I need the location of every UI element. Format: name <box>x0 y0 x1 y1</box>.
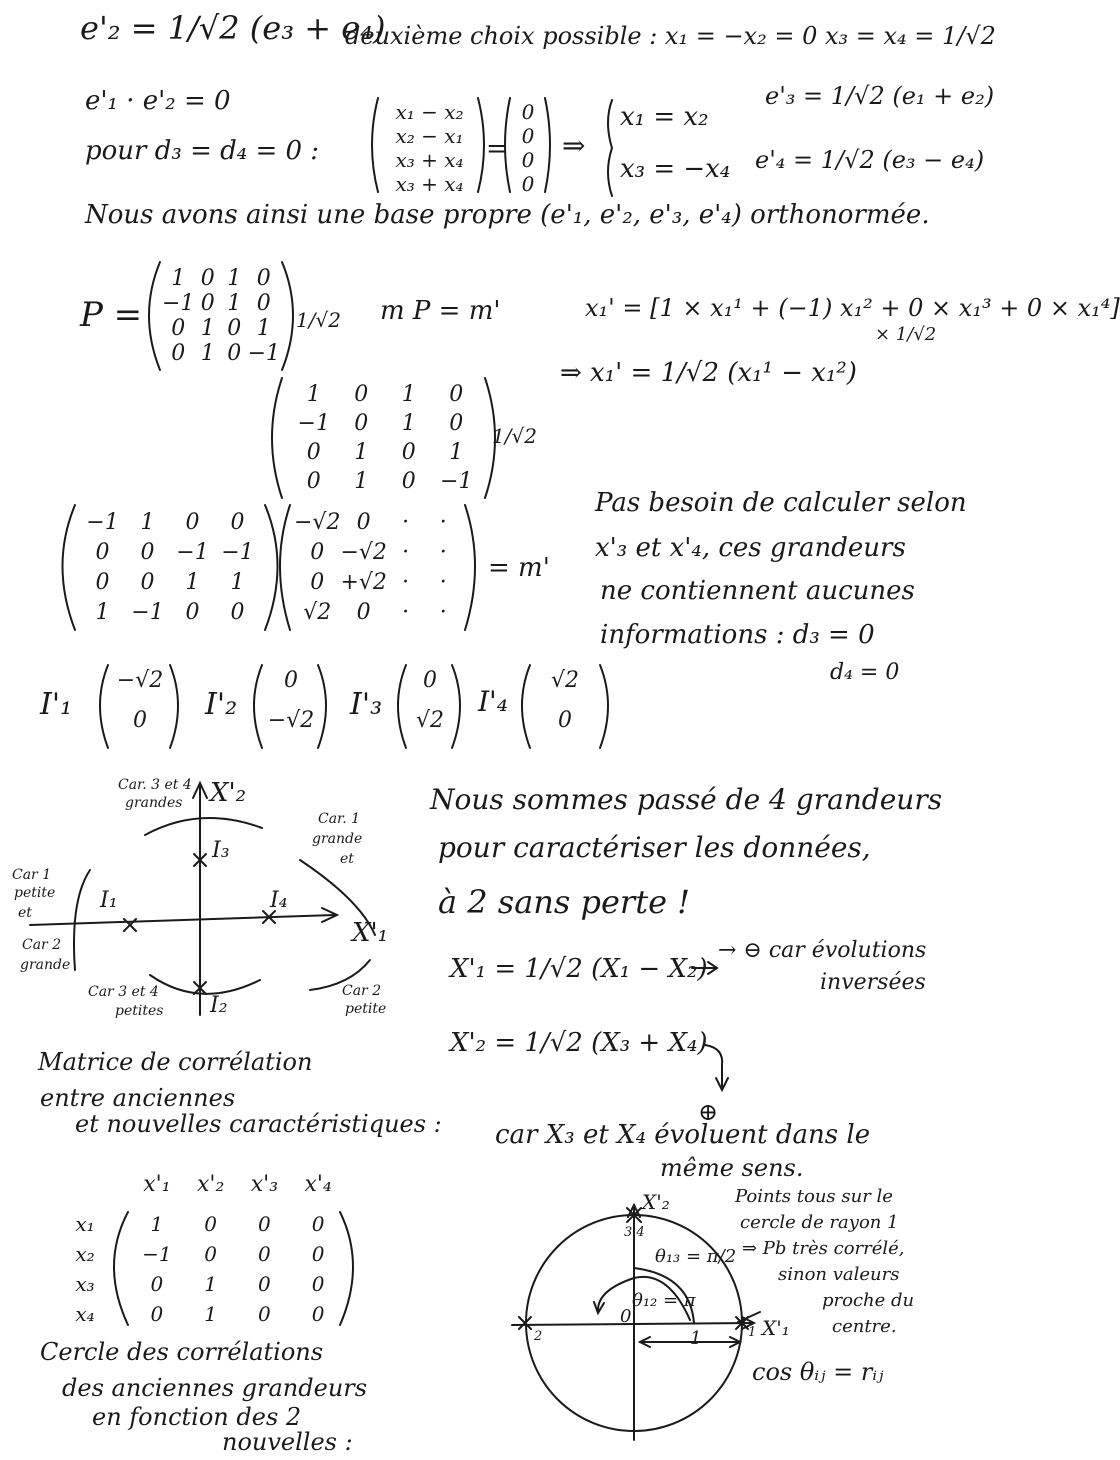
bracket <box>254 665 262 748</box>
cercle-line-1: Cercle des corrélations <box>40 1338 324 1366</box>
i2-label: I'₂ <box>205 687 238 722</box>
p-matrix: 1 0 1 0 −1 0 1 0 0 1 0 1 0 1 0 −1 <box>162 266 280 366</box>
x1-new-def: X'₁ = 1/√2 (X₁ − X₂) <box>450 954 708 984</box>
theta-12: θ₁₂ = π <box>632 1290 696 1311</box>
cercle-line-3: en fonction des 2 <box>92 1403 302 1431</box>
bracket <box>465 505 475 630</box>
region-br-1: Car 2 <box>342 983 382 999</box>
region-tl-1: Car. 3 et 4 <box>118 777 192 793</box>
i4-label: I'₄ <box>478 685 508 718</box>
x1-factor: × 1/√2 <box>875 324 937 345</box>
region-tr-2: grande <box>312 831 363 847</box>
plus-sign: ⊕ <box>698 1098 719 1126</box>
region-l-4: Car 2 <box>22 937 62 953</box>
mp-equation: m P = m' <box>380 296 501 326</box>
circle-note-2: cercle de rayon 1 <box>740 1212 899 1233</box>
second-choice: deuxième choix possible : x₁ = −x₂ = 0 x₃ = x₄ = 1/√2 <box>345 22 996 50</box>
note-line-1: Pas besoin de calculer selon <box>595 488 967 518</box>
circle-y-label: X'₂ <box>642 1190 670 1214</box>
region-bl-2: petites <box>115 1003 164 1019</box>
note-line-3: ne contiennent aucunes <box>600 576 915 606</box>
point-marker <box>519 1317 531 1329</box>
bracket <box>149 262 160 370</box>
x1-note-a: → ⊖ car évolutions <box>718 938 927 963</box>
region-bl-1: Car 3 et 4 <box>88 984 159 1000</box>
bracket <box>265 505 278 630</box>
plot-i1: I₁ <box>100 888 118 913</box>
cercle-line-2: des anciennes grandeurs <box>62 1374 368 1402</box>
pour-condition: pour d₃ = d₄ = 0 : <box>85 136 320 166</box>
region-l-1: Car 1 <box>12 867 52 883</box>
region-l-3: et <box>18 905 32 921</box>
corr-matrix: 1 0 0 0 −1 0 0 0 0 1 0 0 0 1 0 0 <box>142 1212 325 1326</box>
bracket <box>398 665 406 748</box>
equals: = <box>486 134 508 164</box>
m-prime-eq: = m' <box>488 553 550 583</box>
plot-i4: I₄ <box>270 888 288 913</box>
p-copy-factor: 1/√2 <box>492 424 537 448</box>
region-tr-1: Car. 1 <box>318 811 361 827</box>
note-d4: d₄ = 0 <box>830 660 900 685</box>
cercle-line-4: nouvelles : <box>222 1428 353 1456</box>
note-line-2: x'₃ et x'₄, ces grandeurs <box>595 533 906 563</box>
i4-vector: √2 0 <box>550 668 579 733</box>
region-l-2: petite <box>14 885 56 901</box>
i3-vector: 0 √2 <box>415 668 444 733</box>
circle-note-4: sinon valeurs <box>778 1264 900 1285</box>
circle-note-5: proche du <box>822 1290 915 1311</box>
base-conclusion: Nous avons ainsi une base propre (e'₁, e'₂, e'₃, e'₄) orthonormée. <box>85 200 930 230</box>
summary-line-1: Nous sommes passé de 4 grandeurs <box>430 783 943 816</box>
bracket <box>478 98 484 192</box>
e4-definition: e'₄ = 1/√2 (e₃ − e₄) <box>755 146 985 174</box>
bracket <box>63 505 76 630</box>
m-matrix: −1 1 0 0 0 0 −1 −1 0 0 1 1 1 −1 0 0 <box>86 510 254 625</box>
corr-title-1: Matrice de corrélation <box>38 1048 313 1076</box>
vector-left: x₁ − x₂ x₂ − x₁ x₃ + x₄ x₃ + x₄ <box>395 100 464 196</box>
bracket <box>545 98 550 192</box>
circle-x-axis <box>512 1323 752 1325</box>
i1-vector: −√2 0 <box>116 668 164 733</box>
circle-note-6: centre. <box>832 1316 897 1337</box>
p-matrix-copy: 1 0 1 0 −1 0 1 0 0 1 0 1 0 1 0 −1 <box>297 382 473 494</box>
bracket <box>272 378 282 498</box>
region-tr-3: et <box>340 851 354 867</box>
p-label: P = <box>80 295 143 335</box>
bracket <box>600 665 608 748</box>
implies: ⇒ <box>562 129 586 162</box>
region-arc <box>150 975 260 994</box>
vector-zero: 0 0 0 0 <box>521 100 535 196</box>
system-eq1: x₁ = x₂ <box>620 102 709 132</box>
region-br-2: petite <box>345 1001 387 1017</box>
plot-x-label: X'₁ <box>352 918 389 948</box>
summary-line-3: à 2 sans perte ! <box>438 883 691 921</box>
region-l-5: grande <box>20 957 71 973</box>
radius-label: 1 <box>690 1328 702 1349</box>
circle-point-2: 2 <box>534 1329 543 1344</box>
bracket <box>282 262 293 370</box>
plot-i3: I₃ <box>212 838 230 863</box>
circle-point-34: 3 4 <box>624 1225 645 1240</box>
corr-title-2: entre anciennes <box>40 1084 236 1112</box>
brace <box>608 100 612 196</box>
result-matrix: −√2 0 · · 0 −√2 · · 0 +√2 · · √2 0 · · <box>294 510 447 625</box>
circle-note-1: Points tous sur le <box>735 1186 893 1207</box>
i3-label: I'₃ <box>350 687 383 722</box>
note-line-4: informations : d₃ = 0 <box>600 620 875 650</box>
system-eq2: x₃ = −x₄ <box>620 154 731 184</box>
orthogonality: e'₁ · e'₂ = 0 <box>85 86 231 116</box>
e3-definition: e'₃ = 1/√2 (e₁ + e₂) <box>765 82 995 110</box>
x1-note-b: inversées <box>820 970 926 995</box>
corr-col-headers: x'₁ x'₂ x'₃ x'₄ <box>143 1172 332 1197</box>
car-line-1: car X₃ et X₄ évoluent dans le <box>495 1120 871 1150</box>
cos-formula: cos θᵢⱼ = rᵢⱼ <box>752 1358 884 1386</box>
corr-title-3: et nouvelles caractéristiques : <box>75 1110 442 1138</box>
summary-line-2: pour caractériser les données, <box>438 831 871 864</box>
bracket <box>170 665 178 748</box>
circle-note-3: ⇒ Pb très corrélé, <box>742 1238 905 1259</box>
theta-13: θ₁₃ = π/2 <box>655 1246 737 1267</box>
circle-point-1: 1 <box>748 1325 757 1340</box>
x2-new-def: X'₂ = 1/√2 (X₃ + X₄) <box>450 1028 708 1058</box>
region-tl-2: grandes <box>125 795 183 811</box>
bracket <box>114 1212 128 1325</box>
bracket <box>100 665 108 748</box>
circle-x-label: X'₁ <box>762 1316 790 1340</box>
corr-row-labels: x₁ x₂ x₃ x₄ <box>75 1212 95 1326</box>
p-factor: 1/√2 <box>296 308 341 332</box>
i1-label: I'₁ <box>40 687 73 722</box>
plot-y-label: X'₂ <box>210 778 247 808</box>
x1-result: ⇒ x₁' = 1/√2 (x₁¹ − x₁²) <box>560 358 857 388</box>
car-line-2: même sens. <box>660 1154 804 1182</box>
region-arc <box>145 818 262 835</box>
i2-vector: 0 −√2 <box>267 668 315 733</box>
origin-label: 0 <box>620 1306 632 1327</box>
x1-formula: x₁' = [1 × x₁¹ + (−1) x₁² + 0 × x₁³ + 0 × x₁⁴] <box>585 294 1120 322</box>
plot-i2: I₂ <box>210 993 228 1018</box>
e2-definition: e'₂ = 1/√2 (e₃ + e₄) <box>80 9 386 47</box>
region-arc <box>74 870 90 970</box>
bracket <box>280 505 290 630</box>
bracket <box>522 665 530 748</box>
bracket <box>372 98 378 192</box>
